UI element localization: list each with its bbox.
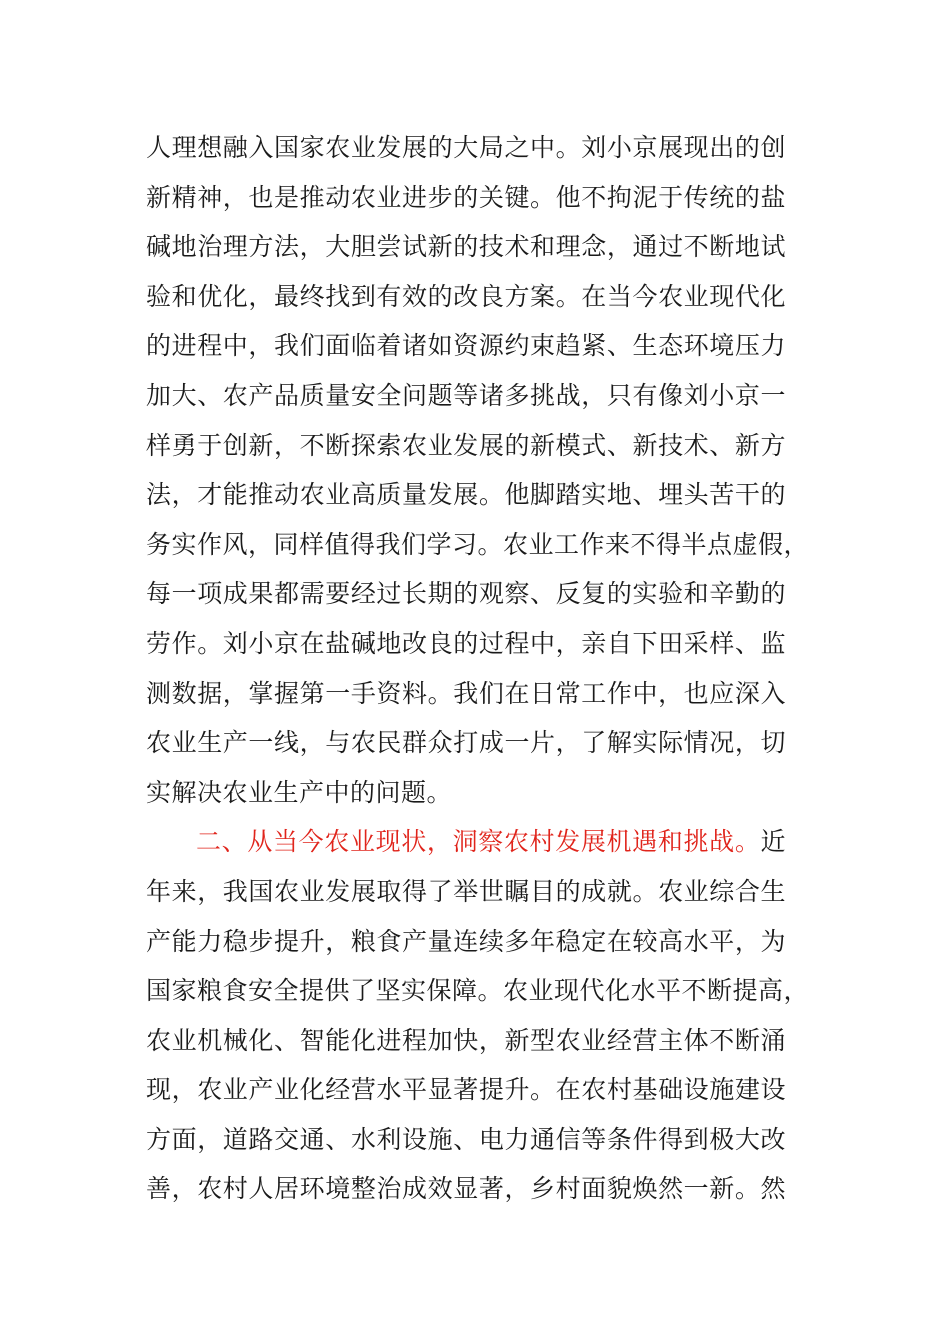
paragraph-line: 新精神，也是推动农业进步的关键。他不拘泥于传统的盐 [146, 182, 786, 212]
paragraph-line: 农业生产一线，与农民群众打成一片，了解实际情况，切 [146, 728, 786, 758]
paragraph-line: 验和优化，最终找到有效的改良方案。在当今农业现代化 [146, 281, 786, 311]
paragraph-line: 方面，道路交通、水利设施、电力通信等条件得到极大改 [146, 1124, 786, 1154]
heading-line-tail: 近 [760, 827, 786, 857]
paragraph-line: 的进程中，我们面临着诸如资源约束趋紧、生态环境压力 [146, 331, 786, 361]
paragraph-line: 务实作风，同样值得我们学习。农业工作来不得半点虚假， [146, 529, 810, 559]
paragraph-line: 碱地治理方法，大胆尝试新的技术和理念，通过不断地试 [146, 232, 786, 262]
paragraph-line: 测数据，掌握第一手资料。我们在日常工作中，也应深入 [146, 678, 786, 708]
paragraph-line: 产能力稳步提升，粮食产量连续多年稳定在较高水平，为 [146, 926, 786, 956]
paragraph-line: 实解决农业生产中的问题。 [146, 777, 453, 807]
paragraph-line: 善，农村人居环境整治成效显著，乡村面貌焕然一新。然 [146, 1174, 786, 1204]
body-text [146, 123, 810, 1214]
section-heading-line [146, 817, 786, 867]
paragraph-line: 加大、农产品质量安全问题等诸多挑战，只有像刘小京一 [146, 380, 786, 410]
paragraph-line: 法，才能推动农业高质量发展。他脚踏实地、埋头苦干的 [146, 480, 786, 510]
paragraph-line: 每一项成果都需要经过长期的观察、反复的实验和辛勤的 [146, 579, 786, 609]
paragraph-line: 样勇于创新，不断探索农业发展的新模式、新技术、新方 [146, 430, 786, 460]
section-heading: 二、从当今农业现状，洞察农村发展机遇和挑战。 [196, 827, 761, 857]
paragraph-line: 年来，我国农业发展取得了举世瞩目的成就。农业综合生 [146, 876, 786, 906]
paragraph-line: 劳作。刘小京在盐碱地改良的过程中，亲自下田采样、监 [146, 628, 786, 658]
paragraph-line: 人理想融入国家农业发展的大局之中。刘小京展现出的创 [146, 133, 786, 162]
paragraph-line: 国家粮食安全提供了坚实保障。农业现代化水平不断提高， [146, 976, 810, 1006]
paragraph-line: 现，农业产业化经营水平显著提升。在农村基础设施建设 [146, 1075, 786, 1105]
paragraph-line: 农业机械化、智能化进程加快，新型农业经营主体不断涌 [146, 1025, 786, 1055]
